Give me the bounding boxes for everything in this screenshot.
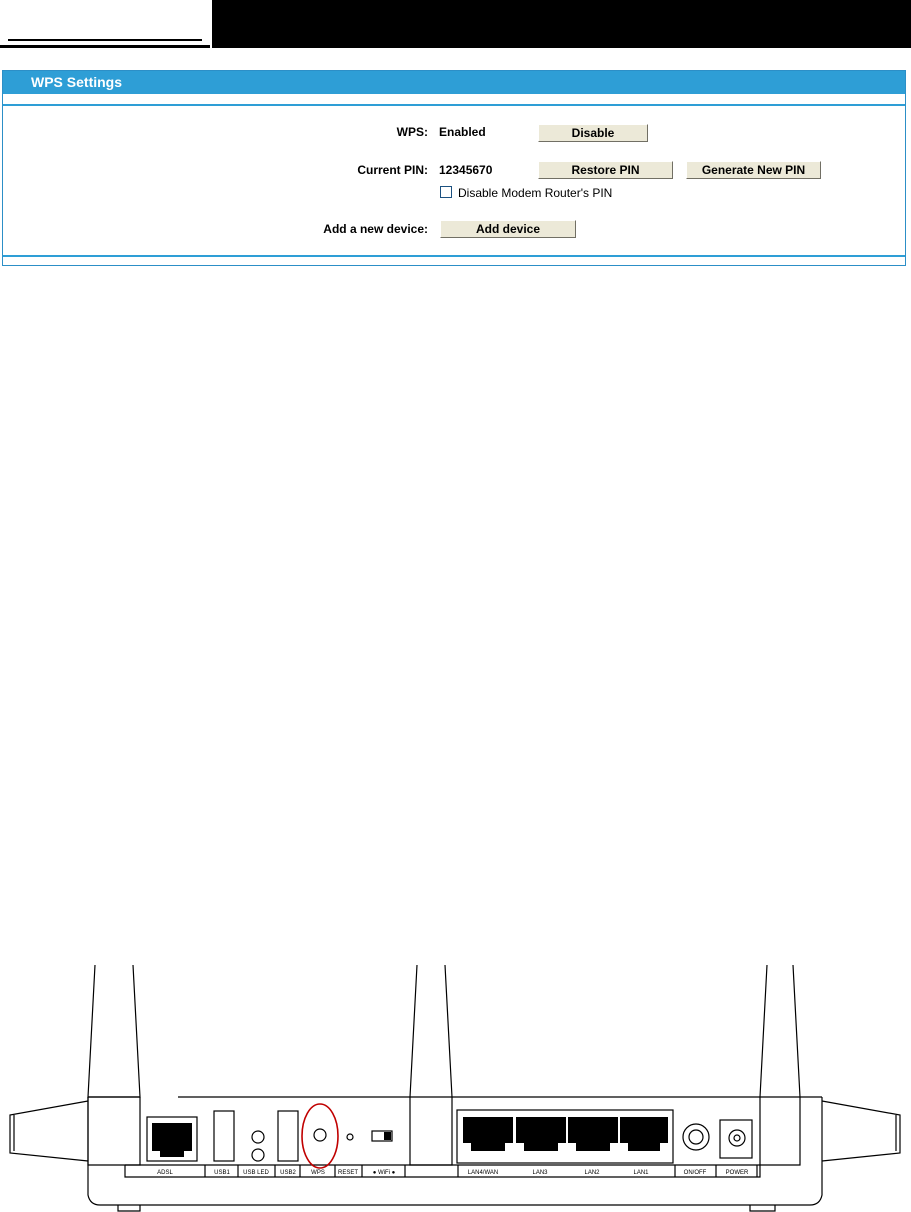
port-label-6: ● WiFi ● [372, 1170, 396, 1176]
current-pin-label: Current PIN: [357, 163, 428, 177]
current-pin-value: 12345670 [439, 163, 493, 177]
port-label-5: RESET [337, 1170, 359, 1176]
add-device-button[interactable]: Add device [440, 220, 576, 238]
port-label-9: LAN2 [584, 1170, 600, 1176]
port-label-0: ADSL [157, 1170, 173, 1176]
port-label-7: LAN4/WAN [467, 1170, 499, 1176]
port-label-12: POWER [725, 1170, 749, 1176]
port-label-11: ON/OFF [683, 1170, 707, 1176]
port-label-2: USB LED [243, 1170, 269, 1176]
disable-wps-button[interactable]: Disable [538, 124, 648, 142]
port-label-3: USB2 [280, 1170, 296, 1176]
router-back-panel-illustration [0, 965, 911, 1212]
panel-title: WPS Settings [3, 71, 905, 94]
generate-new-pin-button[interactable]: Generate New PIN [686, 161, 821, 179]
panel-divider-bottom [3, 255, 905, 257]
wps-status: Enabled [439, 125, 486, 139]
doc-header-left [0, 0, 210, 48]
doc-header-bar [212, 0, 911, 48]
port-label-1: USB1 [214, 1170, 230, 1176]
disable-pin-checkbox-label: Disable Modem Router's PIN [458, 186, 613, 200]
wps-highlight-ellipse [302, 1104, 338, 1168]
port-label-8: LAN3 [532, 1170, 548, 1176]
add-device-label: Add a new device: [323, 222, 428, 236]
disable-pin-checkbox[interactable] [440, 186, 452, 198]
port-label-4: WPS [311, 1170, 325, 1176]
panel-divider-top [3, 104, 905, 106]
wps-label: WPS: [396, 125, 428, 139]
port-label-10: LAN1 [633, 1170, 649, 1176]
restore-pin-button[interactable]: Restore PIN [538, 161, 673, 179]
